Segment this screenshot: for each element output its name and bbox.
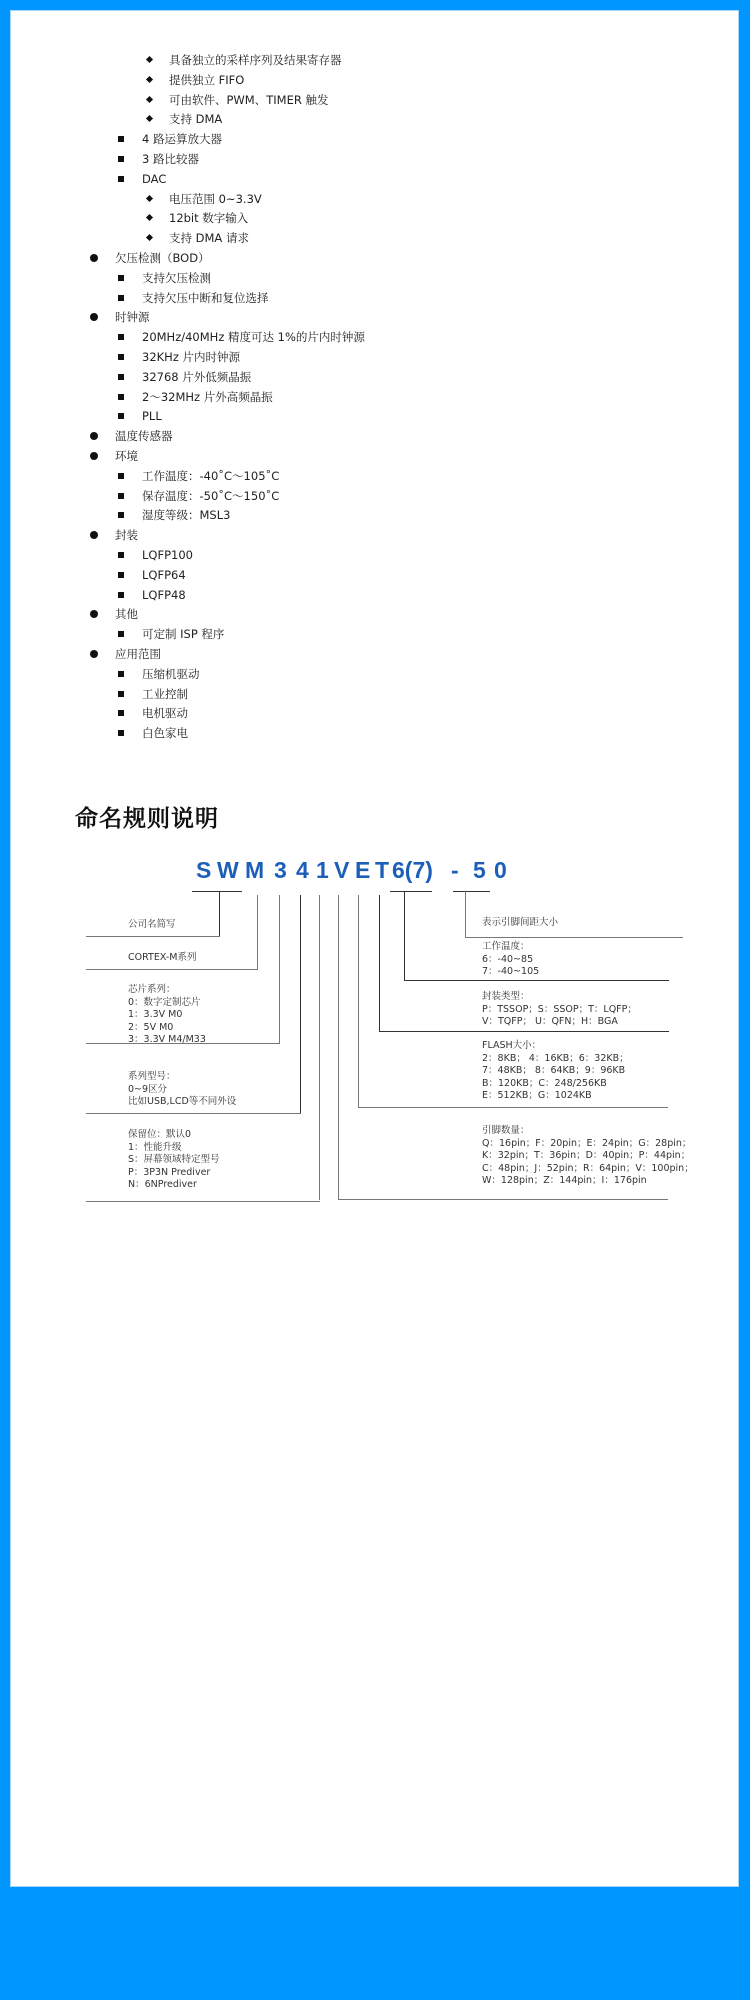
list-item-text: 4 路运算放大器 [142,132,222,147]
list-item-text: 电机驱动 [142,706,188,721]
pn-char-v: V [334,857,350,883]
list-item-text: 保存温度：-50˚C～150˚C [142,488,280,503]
list-item-text: 环境 [115,449,138,463]
list-item-text: LQFP100 [142,548,193,562]
connector-series-model [300,895,301,1113]
connector-chip-series [279,895,280,1043]
label-reserved: 保留位：默认0 1：性能升级 S：屏幕领域特定型号 P：3P3N Prediver N：6NPrediver [128,1129,220,1190]
pn-char-e: E [355,857,371,883]
label-company: 公司名简写 [128,919,176,930]
pn-char-temp: 6(7) [392,857,433,883]
list-item-text: 电压范围 0~3.3V [169,191,262,206]
underline-50 [453,891,490,892]
connector-pitch [465,891,466,938]
list-item-text: 32KHz 片内时钟源 [142,350,241,364]
list-item-text: 提供独立 FIFO [169,72,245,87]
list-item-text: 3 路比较器 [142,152,199,166]
list-item-text: 具备独立的采样序列及结果寄存器 [169,53,342,67]
list-item-text: 2～32MHz 片外高频晶振 [142,389,273,404]
connector-temp [404,891,405,981]
list-item-text: 时钟源 [115,310,150,325]
underline-temp [390,891,432,892]
list-item-text: 支持 DMA 请求 [169,231,249,246]
connector-package [379,895,380,1032]
list-item-text: 湿度等级：MSL3 [142,508,231,523]
line-cortex [86,969,258,970]
label-cortex: CORTEX-M系列 [128,952,197,963]
list-item-text: 欠压检测（BOD） [115,251,210,265]
connector-pins [338,895,339,1200]
list-item-text: 支持欠压中断和复位选择 [142,290,269,305]
list-item-text: 12bit 数字输入 [169,211,249,226]
line-series-model [86,1113,301,1114]
list-item-text: 压缩机驱动 [142,666,200,681]
list-item-text: 可定制 ISP 程序 [142,627,225,642]
list-item-text: 工业控制 [142,686,188,701]
list-item-text: DAC [142,171,167,186]
list-item-text: 工作温度：-40˚C～105˚C [142,468,280,483]
label-series-model: 系列型号： 0~9区分 比如USB,LCD等不同外设 [128,1071,237,1107]
list-item-text: 封装 [115,528,138,543]
line-pitch [465,937,683,938]
list-item-text: 温度传感器 [115,429,173,444]
line-reserved [86,1201,320,1202]
naming-section-title: 命名规则说明 [75,806,219,832]
list-item-text: PLL [142,409,162,424]
list-item-text: 其他 [115,607,138,622]
list-item-text: LQFP48 [142,587,186,602]
label-pins: 引脚数量： Q：16pin；F：20pin；E：24pin；G：28pin； K：32pin；T：36pin；D：40pin；P：44pin； C：48pin；J：52pin；R：64pin；V：100pin； W：128pin；Z：144pin；I：176pin [482,1125,694,1186]
line-package [379,1031,669,1032]
label-temp: 工作温度： 6：-40~85 7：-40~105 [482,941,540,977]
pn-char-m: M [245,857,265,883]
connector-flash [358,895,359,1108]
list-item-text: 白色家电 [142,726,188,741]
pn-char-1: 1 [316,857,329,883]
pn-char-t: T [375,857,390,883]
document-page [10,10,739,1887]
line-company [86,936,220,937]
list-item-text: 20MHz/40MHz 精度可达 1%的片内时钟源 [142,330,365,345]
pn-char-s: S [196,857,212,883]
label-pitch: 表示引脚间距大小 [482,917,559,928]
connector-reserved [319,895,320,1200]
list-item-text: LQFP64 [142,567,186,582]
line-temp [404,980,669,981]
label-package: 封装类型： P：TSSOP；S：SSOP；T：LQFP； V：TQFP； U：QFN；H：BGA [482,991,637,1027]
line-flash [358,1107,668,1108]
pn-char-4: 4 [296,857,309,883]
line-pins [338,1199,668,1200]
underline-sw [192,891,242,892]
list-item-text: 32768 片外低频晶振 [142,369,252,384]
label-chip-series: 芯片系列： 0：数字定制芯片 1：3.3V M0 2：5V M0 3：3.3V M4/M33 [128,984,206,1045]
connector-company [219,891,220,936]
pn-char-dash: - [451,857,459,883]
list-item-text: 支持 DMA [169,112,223,127]
pn-char-w: W [217,857,239,883]
pn-char-5: 5 [473,857,486,883]
list-item-text: 可由软件、PWM、TIMER 触发 [169,92,329,107]
pn-char-3: 3 [274,857,287,883]
label-flash: FLASH大小： 2：8KB； 4：16KB；6：32KB； 7：48KB； 8：64KB；9：96KB B：120KB；C：248/256KB E：512KB；G：1024KB [482,1040,629,1101]
list-item-text: 支持欠压检测 [142,270,211,285]
connector-cortex [257,895,258,970]
pn-char-0: 0 [494,857,507,883]
list-item-text: 应用范围 [115,647,161,661]
